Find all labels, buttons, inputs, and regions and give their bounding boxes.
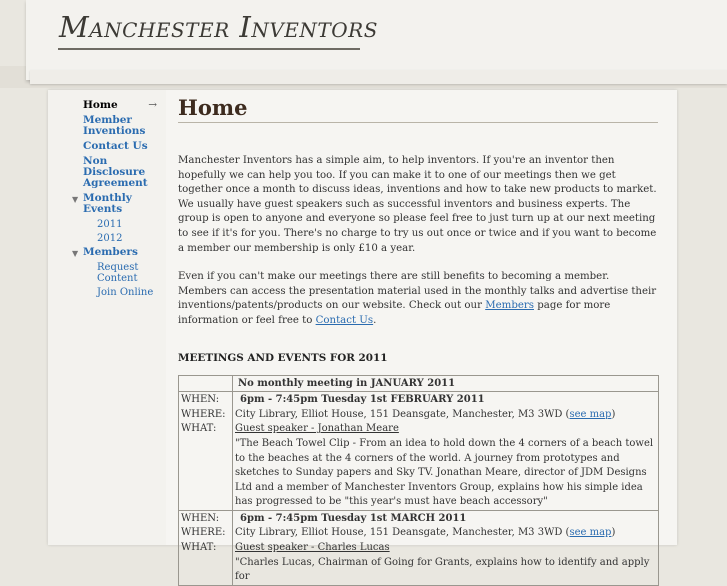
table-cell-empty <box>179 375 233 392</box>
when-label: WHEN: <box>181 512 220 524</box>
nav-events-2012[interactable]: 2012 <box>97 233 123 244</box>
where-label: WHERE: <box>181 527 226 539</box>
nav-home-label: Home <box>83 99 118 111</box>
event-where-end: ) <box>611 408 616 420</box>
event-details-cell <box>233 510 659 585</box>
triangle-down-icon[interactable]: ▼ <box>72 248 79 258</box>
event-description: "The Beach Towel Clip - From an idea to hold down the 4 corners of a beach towel to the beaches at the 4 corners of the world. A journey from prototypes and sketches to Sunday papers and Sky TV. Jonathan Meare, director of JDM Designs Ltd and a member of Manchester Inventors Group, explains how his simple idea has progressed to be "this year's must have beach accessory" <box>235 437 654 508</box>
members-link[interactable]: Members <box>485 300 534 312</box>
what-label: WHAT: <box>181 423 217 435</box>
nav-events-2011[interactable]: 2011 <box>97 219 123 230</box>
main-content <box>178 95 658 586</box>
site-title-underline <box>58 48 360 50</box>
event-where <box>235 408 656 423</box>
nav-members[interactable] <box>70 247 165 258</box>
meetings-heading: MEETINGS AND EVENTS FOR 2011 <box>178 351 388 364</box>
no-meeting-cell: No monthly meeting in JANUARY 2011 <box>233 375 659 392</box>
nav-monthly-events[interactable] <box>70 193 165 215</box>
event-where-text: City Library, Elliot House, 151 Deansgate, Manchester, M3 3WD ( <box>235 527 570 539</box>
members-paragraph-text-2: page for more information or feel free to <box>178 300 611 326</box>
see-map-link[interactable]: see map <box>569 527 612 539</box>
event-description: "Charles Lucas, Chairman of Going for Grants, explains how to identify and apply for <box>235 556 650 583</box>
event-where-text: City Library, Elliot House, 151 Deansgate, Manchester, M3 3WD ( <box>235 408 570 420</box>
intro-paragraph: Manchester Inventors has a simple aim, to help inventors. If you're an inventor then hopefully we can help you too. If you can make it to one of our meetings then we get together once a month to discuss ideas, inventions and how to take new products to market. We usually have guest speakers such as successful inventors and business experts. The group is open to anyone and everyone so please feel free to just turn up at our next meeting to see if it's for you. There's no charge to try us out once or twice and if you want to become a member our membership is only £10 a year. <box>178 155 657 254</box>
table-row <box>179 375 659 392</box>
members-paragraph-text-1: Even if you can't make our meetings there are still benefits to becoming a member. Members can access the presentation material used in the monthly talks and advertise their inventions/patents/products on our website. Check out our <box>178 271 657 312</box>
triangle-down-icon[interactable]: ▼ <box>72 194 79 204</box>
event-where <box>235 526 656 541</box>
nav-member-inventions[interactable]: Member Inventions <box>83 114 146 137</box>
table-row <box>179 510 659 585</box>
event-labels-cell <box>179 392 233 511</box>
members-paragraph <box>178 270 658 328</box>
sidebar-nav <box>70 100 165 301</box>
event-labels-cell <box>179 510 233 585</box>
contact-us-link[interactable]: Contact Us <box>315 314 374 326</box>
where-label: WHERE: <box>181 408 226 420</box>
page-title: Home <box>178 95 658 123</box>
nav-join-online[interactable]: Join Online <box>97 287 154 298</box>
event-when: 6pm - 7:45pm Tuesday 1st MARCH 2011 <box>240 512 467 524</box>
event-details-cell <box>233 392 659 511</box>
what-label: WHAT: <box>181 542 217 554</box>
members-paragraph-text-3: . <box>373 314 377 326</box>
nav-contact-us[interactable]: Contact Us <box>83 140 148 152</box>
arrow-right-icon: → <box>148 99 157 111</box>
when-label: WHEN: <box>181 394 220 406</box>
nav-home[interactable] <box>70 100 165 111</box>
event-where-end: ) <box>611 527 616 539</box>
event-speaker: Guest speaker - Charles Lucas <box>235 542 390 554</box>
site-title[interactable]: Manchester Inventors <box>59 10 378 44</box>
table-row <box>179 392 659 511</box>
nav-monthly-events-label: Monthly Events <box>83 192 132 215</box>
event-when: 6pm - 7:45pm Tuesday 1st FEBRUARY 2011 <box>240 394 485 406</box>
nav-non-disclosure-agreement[interactable]: Non Disclosure Agreement <box>83 155 148 189</box>
see-map-link[interactable]: see map <box>569 408 612 420</box>
event-speaker: Guest speaker - Jonathan Meare <box>235 423 399 435</box>
header-paper-edge <box>30 70 727 84</box>
nav-request-content[interactable]: Request Content <box>97 262 139 284</box>
events-table <box>178 375 659 586</box>
nav-members-label: Members <box>83 246 138 258</box>
